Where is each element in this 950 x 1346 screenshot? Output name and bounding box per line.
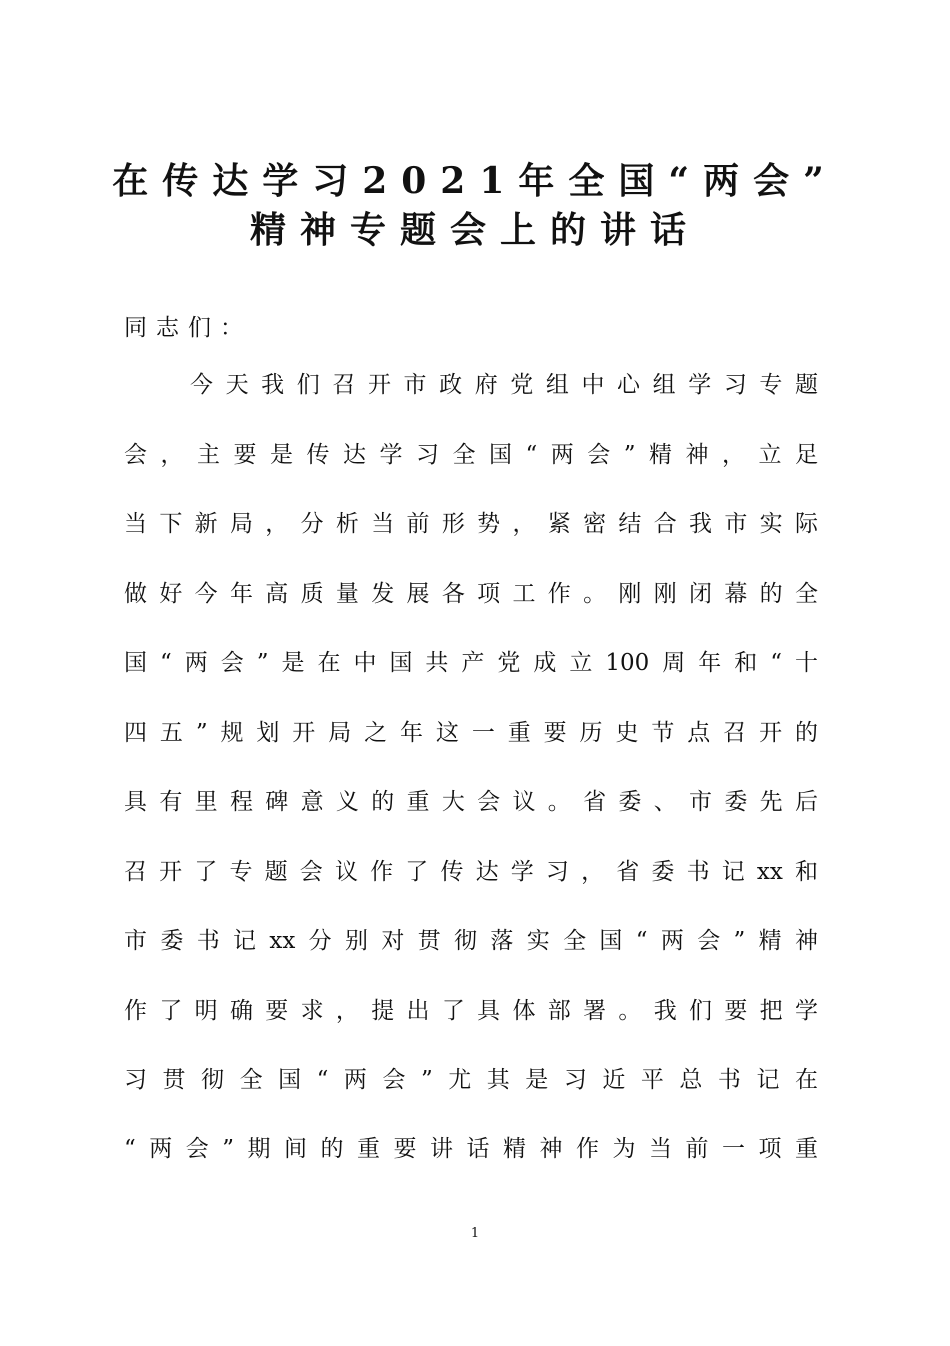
body-line-10: 作了明确要求，提出了具体部署。我们要把学 (124, 998, 818, 1024)
body-line-2: 会，主要是传达学习全国“两会”精神，立足 (124, 442, 818, 468)
document-title-line-2: 精神专题会上的讲话 (249, 209, 700, 251)
body-line-1: 今天我们召开市政府党组中心组学习专题 (190, 372, 818, 398)
body-line-4: 做好今年高质量发展各项工作。刚刚闭幕的全 (124, 581, 818, 607)
body-line-6: 四五”规划开局之年这一重要历史节点召开的 (124, 720, 818, 746)
document-title-line-1: 在传达学习2021年全国“两会” (112, 160, 838, 202)
body-line-9: 市委书记xx分别对贯彻落实全国“两会”精神 (124, 928, 818, 954)
salutation: 同志们： (124, 315, 252, 341)
body-line-11: 习贯彻全国“两会”尤其是习近平总书记在 (124, 1067, 818, 1093)
body-line-7: 具有里程碑意义的重大会议。省委、市委先后 (124, 789, 818, 815)
body-line-3: 当下新局，分析当前形势，紧密结合我市实际 (124, 511, 818, 537)
body-line-5: 国“两会”是在中国共产党成立100周年和“十 (124, 650, 818, 676)
body-line-12: “两会”期间的重要讲话精神作为当前一项重 (124, 1136, 818, 1162)
body-line-8: 召开了专题会议作了传达学习，省委书记xx和 (124, 859, 818, 885)
page-number: 1 (470, 1226, 480, 1241)
